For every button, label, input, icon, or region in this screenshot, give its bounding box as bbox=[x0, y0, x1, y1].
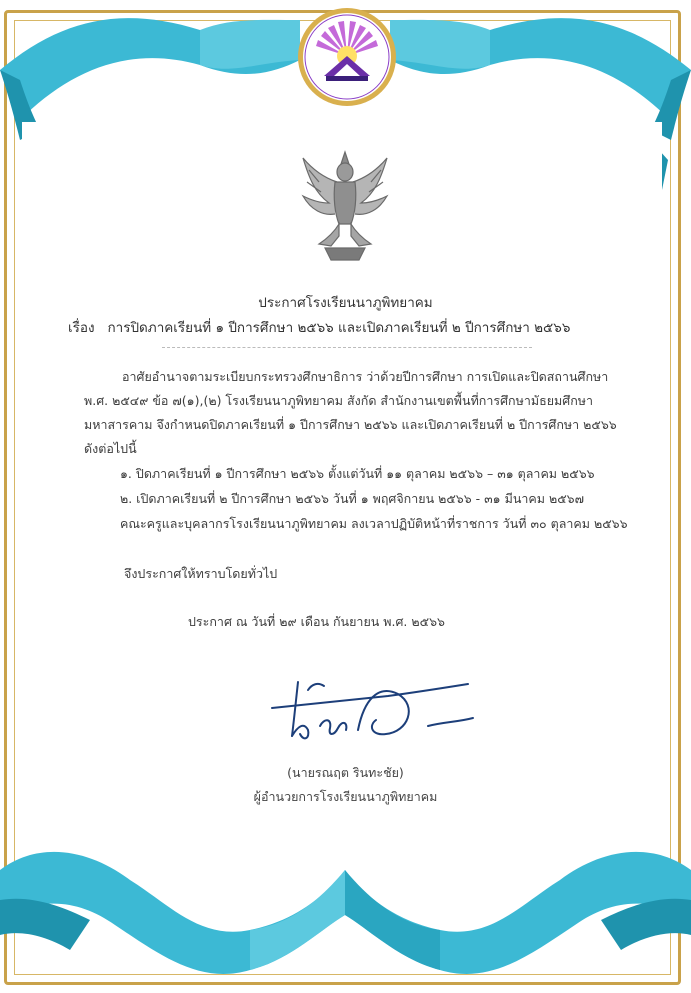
closing-statement: จึงประกาศให้ทราบโดยทั่วไป bbox=[124, 566, 278, 581]
list-item-2: ๒. เปิดภาคเรียนที่ ๒ ปีการศึกษา ๒๕๖๖ วันที่ ๑ พฤศจิกายน ๒๕๖๖ - ๓๑ มีนาคม ๒๕๖๗ bbox=[120, 491, 585, 506]
signatory-position: ผู้อำนวยการโรงเรียนนาภูพิทยาคม bbox=[253, 789, 438, 804]
body-line-1: อาศัยอำนาจตามระเบียบกระทรวงศึกษาธิการ ว่าด้วยปีการศึกษา การเปิดและปิดสถานศึกษา bbox=[122, 369, 609, 384]
body-line-3: มหาสารคาม จึงกำหนดปิดภาคเรียนที่ ๑ ปีการศึกษา ๒๕๖๖ และเปิดภาคเรียนที่ ๒ ปีการศึกษา ๒๕๖๖ bbox=[84, 417, 617, 432]
subject-label: เรื่อง bbox=[68, 320, 95, 336]
body-line-4: ดังต่อไปนี้ bbox=[84, 441, 137, 456]
signatory-name: (นายรณฤต รินทะชัย) bbox=[287, 765, 404, 780]
school-logo bbox=[296, 6, 398, 108]
body-line-2: พ.ศ. ๒๕๔๙ ข้อ ๗(๑),(๒) โรงเรียนนาภูพิทยาคม สังกัด สำนักงานเขตพื้นที่การศึกษามัธยมศึกษา bbox=[84, 393, 594, 408]
divider-rule bbox=[162, 347, 532, 348]
list-item-3: คณะครูและบุคลากรโรงเรียนนาภูพิทยาคม ลงเวลาปฏิบัติหน้าที่ราชการ วันที่ ๓๐ ตุลาคม ๒๕๖๖ bbox=[120, 516, 628, 531]
subject-text: การปิดภาคเรียนที่ ๑ ปีการศึกษา ๒๕๖๖ และเปิดภาคเรียนที่ ๒ ปีการศึกษา ๒๕๖๖ bbox=[107, 320, 571, 336]
announcement-subject bbox=[68, 316, 668, 338]
garuda-emblem bbox=[295, 148, 395, 263]
announcement-title: ประกาศโรงเรียนนาภูพิทยาคม bbox=[258, 295, 433, 311]
signature bbox=[268, 670, 488, 750]
list-item-1: ๑. ปิดภาคเรียนที่ ๑ ปีการศึกษา ๒๕๖๖ ตั้งแต่วันที่ ๑๑ ตุลาคม ๒๕๖๖ – ๓๑ ตุลาคม ๒๕๖๖ bbox=[120, 466, 595, 481]
announcement-date: ประกาศ ณ วันที่ ๒๙ เดือน กันยายน พ.ศ. ๒๕๖๖ bbox=[188, 614, 445, 629]
